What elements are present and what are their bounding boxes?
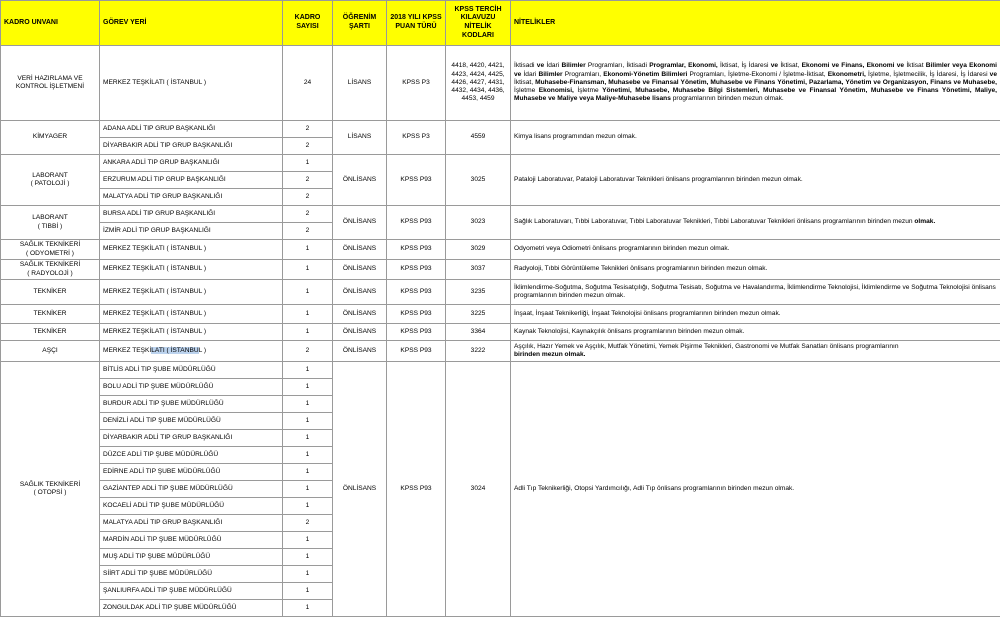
kadro-sayisi: 1 xyxy=(283,464,333,481)
header-row xyxy=(1,1,1000,46)
header-gorev-yeri: GÖREV YERİ xyxy=(100,1,283,46)
nitelik-segment: İdari xyxy=(523,70,539,78)
kadro-sayisi: 1 xyxy=(283,549,333,566)
gorev-yeri: MALATYA ADLİ TIP GRUP BAŞKANLIĞI xyxy=(100,515,283,532)
gorev-yeri: MERKEZ TEŞKİLATI ( İSTANBUL ) xyxy=(100,240,283,260)
nitelikler xyxy=(511,46,1000,121)
puan-turu: KPSS P93 xyxy=(387,155,446,206)
header-nitelikler: NİTELİKLER xyxy=(511,1,1000,46)
kadro-sayisi: 1 xyxy=(283,532,333,549)
kadro-unvani xyxy=(1,260,100,280)
puan-turu: KPSS P93 xyxy=(387,362,446,617)
kadro-sayisi: 1 xyxy=(283,413,333,430)
nitelik-text: Aşçılık, Hazır Yemek ve Aşçılık, Mutfak Yönetimi, Yemek Pişirme Teknikleri, Gastronomi ve Mutfak Sanatları önlisans programlarının xyxy=(514,342,899,350)
puan-turu: KPSS P93 xyxy=(387,324,446,341)
kadro-sayisi: 1 xyxy=(283,481,333,498)
nitelikler: Kaynak Teknolojisi, Kaynakçılık önlisans programlarının birinden mezun olmak. xyxy=(511,324,1000,341)
gorev-yeri: BOLU ADLİ TIP ŞUBE MÜDÜRLÜĞÜ xyxy=(100,379,283,396)
kadro-unvani xyxy=(1,206,100,240)
kadro-sayisi: 24 xyxy=(283,46,333,121)
nitelik-segment: İktisat, İş İdaresi xyxy=(720,62,771,70)
ogrenim-sarti: ÖNLİSANS xyxy=(333,240,387,260)
unvan-line: LABORANT xyxy=(32,171,68,179)
ogrenim-sarti: ÖNLİSANS xyxy=(333,324,387,341)
gorev-yeri: MALATYA ADLİ TIP GRUP BAŞKANLIĞI xyxy=(100,189,283,206)
gorev-yeri: DİYARBAKIR ADLİ TIP GRUP BAŞKANLIĞI xyxy=(100,138,283,155)
kadro-sayisi: 2 xyxy=(283,515,333,532)
gorev-yeri: DENİZLİ ADLİ TIP ŞUBE MÜDÜRLÜĞÜ xyxy=(100,413,283,430)
nitelikler: Pataloji Laboratuvar, Pataloji Laboratuvar Teknikleri önlisans programlarının birinden mezun olmak. xyxy=(511,155,1000,206)
kadro-sayisi: 1 xyxy=(283,305,333,324)
kadro-sayisi: 2 xyxy=(283,189,333,206)
nitelik-segment: İktisadi xyxy=(514,62,537,70)
kadro-unvani xyxy=(1,240,100,260)
kadro-sayisi: 1 xyxy=(283,324,333,341)
kadro-sayisi: 2 xyxy=(283,138,333,155)
unvan-detail: ( ODYOMETRİ ) xyxy=(26,249,74,257)
unvan-detail: ( RADYOLOJİ ) xyxy=(27,269,73,277)
nitelik-kodlari: 4559 xyxy=(446,121,511,155)
gorev-yeri: İZMİR ADLİ TIP GRUP BAŞKANLIĞI xyxy=(100,223,283,240)
nitelik-text: Sağlık Laboratuvarı, Tıbbi Laboratuvar, Tıbbi Laboratuvar Teknikleri, Tıbbi Laboratuvar Teknikleri önlisans programlarının birinden mezun xyxy=(514,218,913,226)
ogrenim-sarti: ÖNLİSANS xyxy=(333,341,387,362)
header-puan-turu: 2018 YILI KPSS PUAN TÜRÜ xyxy=(387,1,446,46)
puan-turu: KPSS P93 xyxy=(387,305,446,324)
nitelik-segment: İşletme, İşletmecilik, İş İdaresi, İş İdaresi xyxy=(868,70,990,78)
table-row xyxy=(1,46,1000,121)
nitelik-segment: İşletme xyxy=(514,87,539,95)
unvan-line: SAĞLIK TEKNİKERİ xyxy=(19,261,81,269)
nitelik-segment: İktisat, xyxy=(780,62,802,70)
nitelik-segment: Programları, İktisadi xyxy=(587,62,650,70)
nitelikler xyxy=(511,341,1000,362)
ogrenim-sarti: ÖNLİSANS xyxy=(333,155,387,206)
gorev-yeri: DÜZCE ADLİ TIP ŞUBE MÜDÜRLÜĞÜ xyxy=(100,447,283,464)
table-row xyxy=(1,155,1000,172)
nitelik-bold: olmak. xyxy=(914,218,936,226)
nitelikler: İklimlendirme-Soğutma, Soğutma Tesisatçılığı, Soğutma Tesisatı, Soğutma ve Havalandırma, İklimlendirme Teknolojisi, İklimlendirme ve Soğutma Teknolojisi önlisans programlarının birinden mezun olmak. xyxy=(511,280,1000,305)
ogrenim-sarti: ÖNLİSANS xyxy=(333,280,387,305)
gorev-yeri: SİİRT ADLİ TIP ŞUBE MÜDÜRLÜĞÜ xyxy=(100,566,283,583)
nitelik-segment: Programları, xyxy=(564,70,604,78)
gorev-yeri-part: L ) xyxy=(198,346,207,354)
nitelik-segment: Programları, İşletme-Ekonomi / İşletme-İktisat, xyxy=(689,70,828,78)
nitelik-kodlari: 4418, 4420, 4421, 4423, 4424, 4425, 4426, 4427, 4431, 4432, 4434, 4436, 4453, 4459 xyxy=(446,46,511,121)
nitelik-segment: İşletme xyxy=(577,87,603,95)
table-row xyxy=(1,240,1000,260)
nitelik-segment: Yönetimi, Muhasebe, Muhasebe Bilgi Sistemleri, Muhasebe ve Finansal Yönetim, Muhasebe ve Finans Yönetimi, Maliye, Muhasebe ve Maliye veya Maliye-Muhasebe lisans xyxy=(514,87,998,103)
nitelikler: Kimya lisans programından mezun olmak. xyxy=(511,121,1000,155)
kadro-sayisi: 1 xyxy=(283,280,333,305)
table-row xyxy=(1,324,1000,341)
gorev-yeri-part: MERKEZ TEŞKİ xyxy=(103,346,152,354)
kadro-sayisi: 1 xyxy=(283,447,333,464)
nitelik-kodlari: 3023 xyxy=(446,206,511,240)
nitelik-segment: Bilimler xyxy=(561,62,588,70)
kadro-sayisi: 1 xyxy=(283,379,333,396)
gorev-yeri: ADANA ADLİ TIP GRUP BAŞKANLIĞI xyxy=(100,121,283,138)
ogrenim-sarti: ÖNLİSANS xyxy=(333,362,387,617)
nitelik-segment: Muhasebe-Finansman, Muhasebe ve Finansal Yönetim, Muhasebe ve Finans Yönetimi, Pazarlama, Yönetim ve Organizasyon, Finans ve Muhasebe, xyxy=(535,78,997,86)
kadro-sayisi: 1 xyxy=(283,498,333,515)
ogrenim-sarti: ÖNLİSANS xyxy=(333,305,387,324)
table-row xyxy=(1,206,1000,223)
kadro-sayisi: 1 xyxy=(283,583,333,600)
gorev-yeri: KOCAELİ ADLİ TIP ŞUBE MÜDÜRLÜĞÜ xyxy=(100,498,283,515)
nitelikler xyxy=(511,206,1000,240)
header-kadro-sayisi: KADRO SAYISI xyxy=(283,1,333,46)
table-row xyxy=(1,280,1000,305)
kadro-sayisi: 1 xyxy=(283,260,333,280)
nitelik-kodlari: 3025 xyxy=(446,155,511,206)
nitelik-segment: İktisat, xyxy=(514,78,536,86)
gorev-yeri: MERKEZ TEŞKİLATI ( İSTANBUL ) xyxy=(100,305,283,324)
nitelik-segment: Ekonometri, xyxy=(827,70,869,78)
kadro-sayisi: 1 xyxy=(283,362,333,379)
nitelik-segment: ve xyxy=(989,70,998,78)
nitelik-segment: Bilimler xyxy=(538,70,565,78)
nitelikler: Radyoloji, Tıbbi Görüntüleme Teknikleri önlisans programlarının birinden mezun olmak. xyxy=(511,260,1000,280)
gorev-yeri: MERKEZ TEŞKİLATI ( İSTANBUL ) xyxy=(100,324,283,341)
ogrenim-sarti: ÖNLİSANS xyxy=(333,206,387,240)
gorev-yeri: MERKEZ TEŞKİLATI ( İSTANBUL ) xyxy=(100,280,283,305)
unvan-detail: ( PATOLOJİ ) xyxy=(30,180,70,187)
kadro-unvani xyxy=(1,155,100,206)
gorev-yeri xyxy=(100,341,283,362)
text-selection-highlight[interactable]: LATI ( İSTANBU xyxy=(151,346,199,354)
kadro-sayisi: 1 xyxy=(283,566,333,583)
kadro-sayisi: 2 xyxy=(283,121,333,138)
unvan-line: SAĞLIK TEKNİKERİ xyxy=(19,480,81,488)
nitelik-kodlari: 3222 xyxy=(446,341,511,362)
table-row xyxy=(1,341,1000,362)
nitelik-kodlari: 3029 xyxy=(446,240,511,260)
puan-turu: KPSS P93 xyxy=(387,240,446,260)
nitelik-segment: programlarının birinden mezun olmak. xyxy=(672,95,784,103)
puan-turu: KPSS P93 xyxy=(387,260,446,280)
nitelik-segment: ve xyxy=(536,62,547,70)
table-row xyxy=(1,260,1000,280)
kadro-sayisi: 1 xyxy=(283,430,333,447)
nitelikler: Odyometri veya Odiometri önlisans programlarının birinden mezun olmak. xyxy=(511,240,1000,260)
kadro-sayisi: 2 xyxy=(283,223,333,240)
table-row xyxy=(1,362,1000,379)
kadro-unvani: TEKNİKER xyxy=(1,324,100,341)
ogrenim-sarti: ÖNLİSANS xyxy=(333,260,387,280)
nitelik-segment: Ekonomi ve Finans, Ekonomi ve xyxy=(801,62,907,70)
nitelik-segment: Programlar, Ekonomi, xyxy=(649,62,721,70)
gorev-yeri: BİTLİS ADLİ TIP ŞUBE MÜDÜRLÜĞÜ xyxy=(100,362,283,379)
gorev-yeri: MARDİN ADLİ TIP ŞUBE MÜDÜRLÜĞÜ xyxy=(100,532,283,549)
kadro-unvani: TEKNİKER xyxy=(1,305,100,324)
kadro-sayisi: 1 xyxy=(283,600,333,617)
nitelikler: Adli Tıp Teknikerliği, Otopsi Yardımcılığı, Adli Tıp önlisans programlarının birinden mezun olmak. xyxy=(511,362,1000,617)
kadro-sayisi: 1 xyxy=(283,396,333,413)
puan-turu: KPSS P93 xyxy=(387,341,446,362)
puan-turu: KPSS P93 xyxy=(387,206,446,240)
unvan-line: LABORANT xyxy=(32,214,68,222)
nitelikler: İnşaat, İnşaat Teknikerliği, İnşaat Teknolojisi önlisans programlarının birinden mezun olmak. xyxy=(511,305,1000,324)
nitelik-segment: Ekonomi-Yönetim Bilimleri xyxy=(603,70,690,78)
unvan-line: SAĞLIK TEKNİKERİ xyxy=(19,241,81,249)
kadro-sayisi: 1 xyxy=(283,155,333,172)
nitelik-bold: birinden mezun olmak. xyxy=(514,351,586,358)
kadro-unvani: KİMYAGER xyxy=(1,121,100,155)
puan-turu: KPSS P3 xyxy=(387,46,446,121)
ogrenim-sarti: LİSANS xyxy=(333,121,387,155)
kadro-sayisi: 1 xyxy=(283,240,333,260)
puan-turu: KPSS P93 xyxy=(387,280,446,305)
gorev-yeri: BURDUR ADLİ TIP ŞUBE MÜDÜRLÜĞÜ xyxy=(100,396,283,413)
nitelik-kodlari: 3235 xyxy=(446,280,511,305)
kadro-unvani: TEKNİKER xyxy=(1,280,100,305)
kadro-sayisi: 2 xyxy=(283,172,333,189)
gorev-yeri: GAZİANTEP ADLİ TIP ŞUBE MÜDÜRLÜĞÜ xyxy=(100,481,283,498)
gorev-yeri: BURSA ADLİ TIP GRUP BAŞKANLIĞI xyxy=(100,206,283,223)
unvan-detail: ( OTOPSİ ) xyxy=(33,489,67,496)
nitelik-kodlari: 3037 xyxy=(446,260,511,280)
kadro-unvani xyxy=(1,362,100,617)
nitelik-segment: Bilimler veya Ekonomi ve xyxy=(514,62,997,78)
kadro-unvani: AŞÇI xyxy=(1,341,100,362)
ogrenim-sarti: LİSANS xyxy=(333,46,387,121)
gorev-yeri: EDİRNE ADLİ TIP ŞUBE MÜDÜRLÜĞÜ xyxy=(100,464,283,481)
table-row xyxy=(1,121,1000,138)
gorev-yeri: ANKARA ADLİ TIP GRUP BAŞKANLIĞI xyxy=(100,155,283,172)
puan-turu: KPSS P3 xyxy=(387,121,446,155)
nitelik-kodlari: 3225 xyxy=(446,305,511,324)
table-row xyxy=(1,305,1000,324)
nitelik-segment: İdari xyxy=(546,62,562,70)
nitelik-segment: İktisat xyxy=(906,62,926,70)
header-nitelik-kodlari: KPSS TERCİH KILAVUZU NİTELİK KODLARI xyxy=(446,1,511,46)
kadro-sayisi: 2 xyxy=(283,341,333,362)
header-ogrenim-sarti: ÖĞRENİM ŞARTI xyxy=(333,1,387,46)
header-kadro-unvani: KADRO UNVANI xyxy=(1,1,100,46)
gorev-yeri: MUŞ ADLİ TIP ŞUBE MÜDÜRLÜĞÜ xyxy=(100,549,283,566)
nitelik-segment: Ekonomisi, xyxy=(538,87,578,95)
gorev-yeri: MERKEZ TEŞKİLATI ( İSTANBUL ) xyxy=(100,260,283,280)
nitelik-kodlari: 3364 xyxy=(446,324,511,341)
kadro-unvani: VERİ HAZIRLAMA VE KONTROL İŞLETMENİ xyxy=(1,46,100,121)
gorev-yeri: DİYARBAKIR ADLİ TIP GRUP BAŞKANLIĞI xyxy=(100,430,283,447)
gorev-yeri: MERKEZ TEŞKİLATI ( İSTANBUL ) xyxy=(100,46,283,121)
nitelik-kodlari: 3024 xyxy=(446,362,511,617)
gorev-yeri: ERZURUM ADLİ TIP GRUP BAŞKANLIĞI xyxy=(100,172,283,189)
unvan-detail: ( TIBBİ ) xyxy=(37,222,63,230)
kadro-sayisi: 2 xyxy=(283,206,333,223)
gorev-yeri: ZONGULDAK ADLİ TIP ŞUBE MÜDÜRLÜĞÜ xyxy=(100,600,283,617)
nitelik-segment: ve xyxy=(770,62,781,70)
gorev-yeri: ŞANLIURFA ADLİ TIP ŞUBE MÜDÜRLÜĞÜ xyxy=(100,583,283,600)
